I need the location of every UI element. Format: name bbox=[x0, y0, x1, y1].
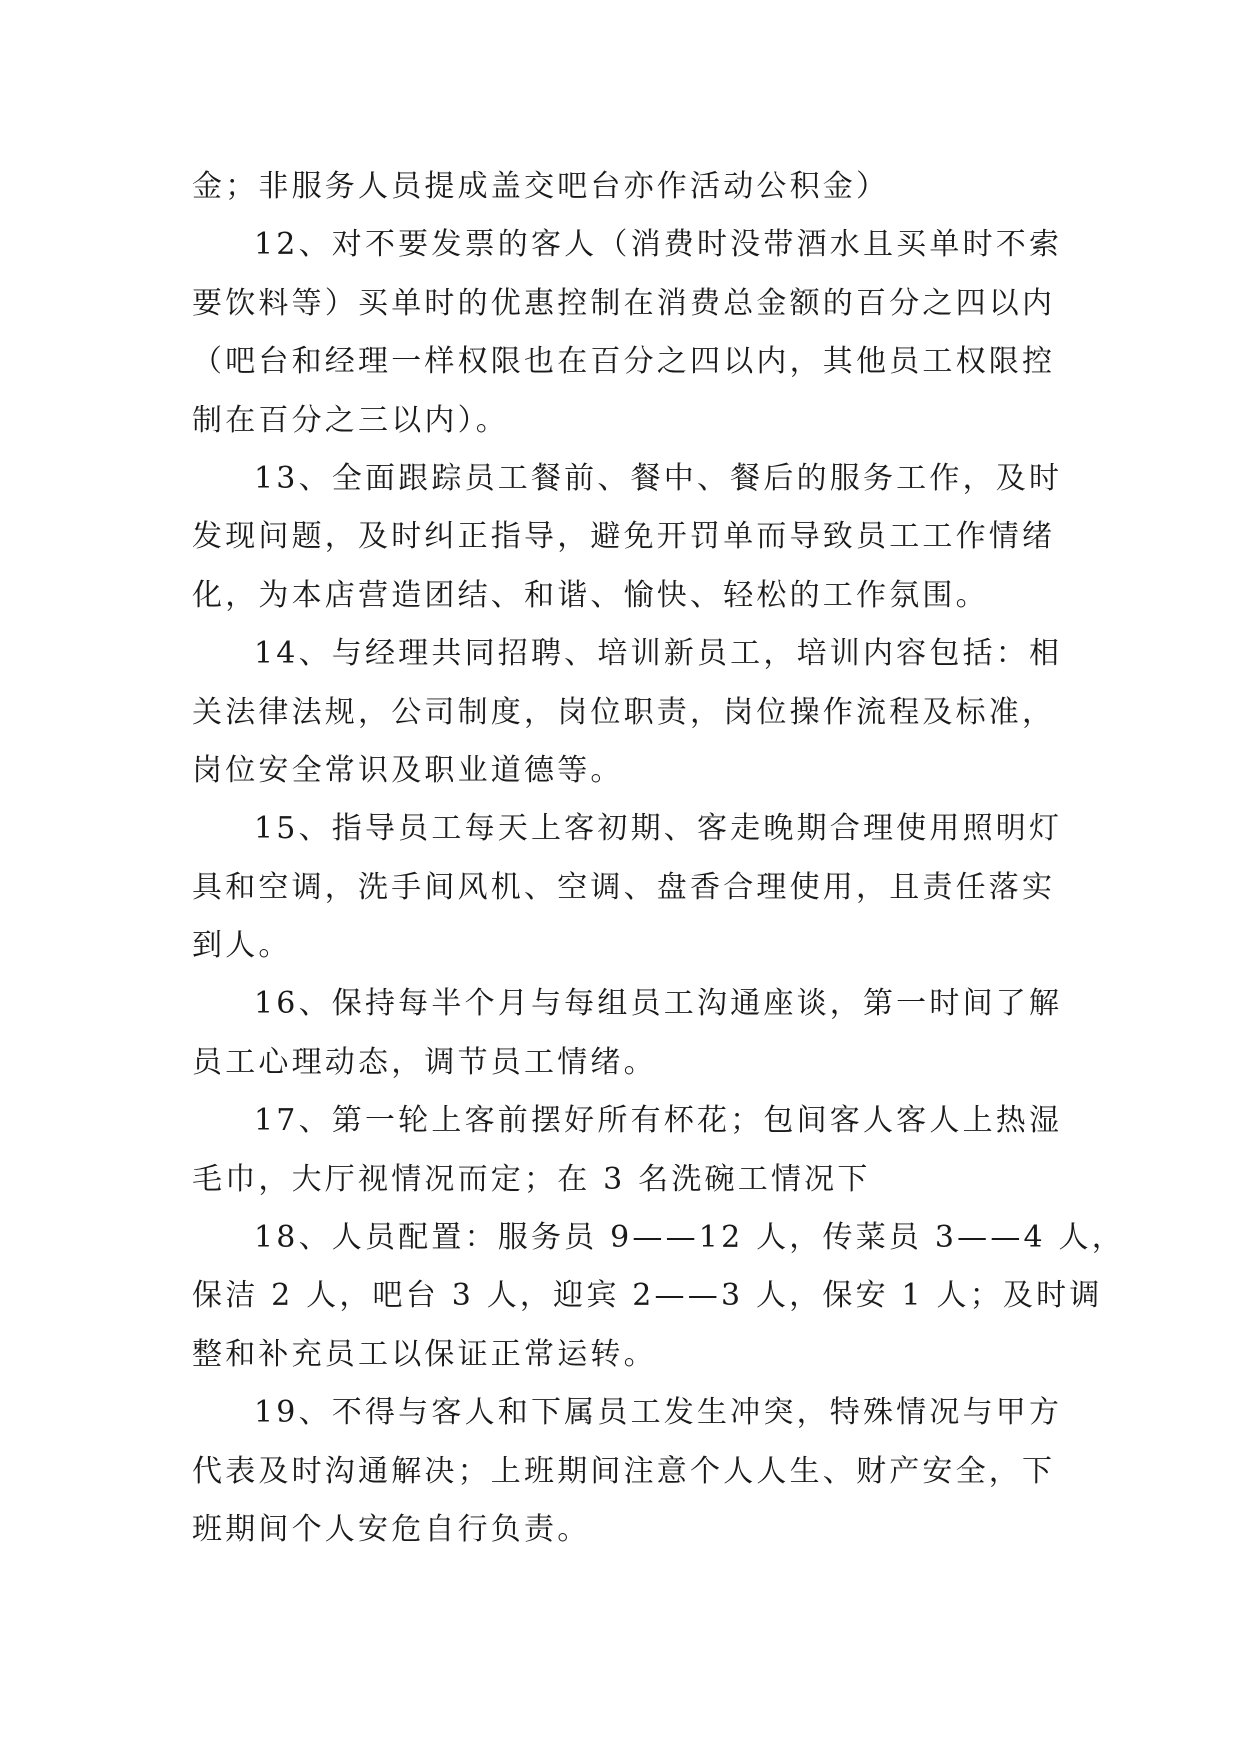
paragraph-line: 毛巾，大厅视情况而定；在 3 名洗碗工情况下 bbox=[192, 1161, 871, 1197]
paragraph-line: 班期间个人安危自行负责。 bbox=[192, 1511, 591, 1547]
paragraph-line: 代表及时沟通解决；上班期间注意个人人生、财产安全，下 bbox=[192, 1453, 1056, 1489]
paragraph-line: 14、与经理共同招聘、培训新员工，培训内容包括：相 bbox=[254, 636, 1063, 672]
paragraph-line: 15、指导员工每天上客初期、客走晚期合理使用照明灯 bbox=[254, 811, 1063, 847]
paragraph-line: 具和空调，洗手间风机、空调、盘香合理使用，且责任落实 bbox=[192, 869, 1056, 905]
paragraph-line: 13、全面跟踪员工餐前、餐中、餐后的服务工作，及时 bbox=[254, 460, 1063, 496]
paragraph-line: 化，为本店营造团结、和谐、愉快、轻松的工作氛围。 bbox=[192, 577, 989, 613]
paragraph-line: 发现问题，及时纠正指导，避免开罚单而导致员工工作情绪 bbox=[192, 519, 1056, 555]
paragraph-line: （吧台和经理一样权限也在百分之四以内，其他员工权限控 bbox=[192, 344, 1056, 380]
paragraph-line: 16、保持每半个月与每组员工沟通座谈，第一时间了解 bbox=[254, 986, 1063, 1022]
paragraph-line: 18、人员配置：服务员 9——12 人，传菜员 3——4 人， bbox=[254, 1220, 1125, 1256]
paragraph-line: 要饮料等）买单时的优惠控制在消费总金额的百分之四以内 bbox=[192, 285, 1056, 321]
paragraph-line: 金；非服务人员提成盖交吧台亦作活动公积金） bbox=[192, 169, 890, 204]
paragraph-line: 到人。 bbox=[192, 928, 292, 964]
paragraph-line: 12、对不要发票的客人（消费时没带酒水且买单时不索 bbox=[254, 227, 1063, 263]
paragraph-line: 员工心理动态，调节员工情绪。 bbox=[192, 1044, 657, 1080]
paragraph-line: 19、不得与客人和下属员工发生冲突，特殊情况与甲方 bbox=[254, 1395, 1063, 1431]
paragraph-line: 整和补充员工以保证正常运转。 bbox=[192, 1336, 657, 1372]
paragraph-line: 17、第一轮上客前摆好所有杯花；包间客人客人上热湿 bbox=[254, 1103, 1063, 1139]
paragraph-line: 关法律法规，公司制度，岗位职责，岗位操作流程及标准， bbox=[192, 694, 1056, 730]
document-body bbox=[192, 158, 1125, 1559]
paragraph-line: 岗位安全常识及职业道德等。 bbox=[192, 752, 624, 788]
paragraph-line: 保洁 2 人，吧台 3 人，迎宾 2——3 人，保安 1 人；及时调 bbox=[192, 1278, 1103, 1314]
paragraph-line: 制在百分之三以内）。 bbox=[192, 402, 509, 438]
